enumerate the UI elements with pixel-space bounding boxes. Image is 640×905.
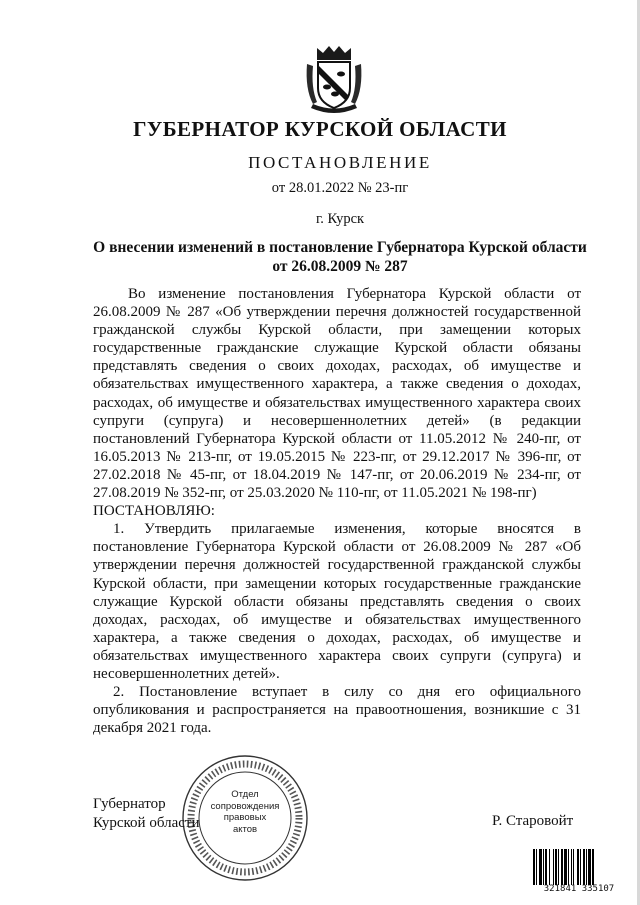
document-date-number: от 28.01.2022 № 23-пг <box>271 180 409 196</box>
item-1-paragraph: 1. Утвердить прилагаемые изменения, которые вносятся в постановление Губернатора Курской области от 26.08.2009 № 287 «Об утверждении перечня должностей государственной гражданской службы Курской области, при замещении которых государственные гражданские служащие Курской области обязаны представлять сведения о своих доходах, расходах, об имуществе и обязательствах имущественного характера, а также сведения о доходах, расходах, об имуществе и обязательствах имущественного характера своих супруги (супруга) и несовершеннолетних детей». <box>93 521 581 682</box>
governor-title: ГУБЕРНАТОР КУРСКОЙ ОБЛАСТИ <box>133 117 507 141</box>
item-2-paragraph: 2. Постановление вступает в силу со дня его официального опубликования и распространяется на правоотношения, возникшие с 31 декабря 2021 года. <box>93 684 581 737</box>
subject-line-2: от 26.08.2009 № 287 <box>272 258 408 275</box>
document-city: г. Курск <box>315 211 365 227</box>
signature-position-line-2: Курской области <box>93 815 200 831</box>
barcode-number: 321841 335107 <box>543 884 615 894</box>
stamp-line-3: правовых <box>223 812 267 823</box>
signature-name: Р. Старовойт <box>492 813 574 829</box>
signature-position-line-1: Губернатор <box>93 796 166 812</box>
barcode-icon <box>533 849 621 885</box>
stamp-line-2: сопровождения <box>210 800 280 812</box>
document-body <box>93 285 581 737</box>
stamp-line-4: актов <box>232 823 258 835</box>
document-subject <box>72 238 608 276</box>
coat-of-arms-icon <box>303 44 365 116</box>
document-type: ПОСТАНОВЛЕНИЕ <box>248 153 432 172</box>
decree-word: ПОСТАНОВЛЯЮ: <box>93 503 215 520</box>
stamp-text <box>180 789 310 835</box>
preamble-paragraph: Во изменение постановления Губернатора Курской области от 26.08.2009 № 287 «Об утверждении перечня должностей государственной гражданской службы Курской области, при замещении которых государственные гражданские служащие Курской области обязаны представлять сведения о своих доходах, расходах, об имуществе и обязательствах имущественного характера, а также сведения о доходах, расходах, об имуществе и обязательствах имущественного характера своих супруги (супруга) и несовершеннолетних детей» (в редакции постановлений Губернатора Курской области от 11.05.2012 № 240-пг, от 16.05.2013 № 213-пг, от 19.05.2015 № 223-пг, от 29.12.2017 № 396-пг, от 27.02.2018 № 45-пг, от 18.04.2019 № 147-пг, от 20.06.2019 № 234-пг, от 27.08.2019 № 352-пг, от 25.03.2020 № 110-пг, от 11.05.2021 № 198-пг) <box>93 286 581 502</box>
stamp-line-1: Отдел <box>231 789 259 800</box>
signature-position <box>93 795 199 833</box>
subject-line-1: О внесении изменений в постановление Губернатора Курской области <box>93 239 587 256</box>
